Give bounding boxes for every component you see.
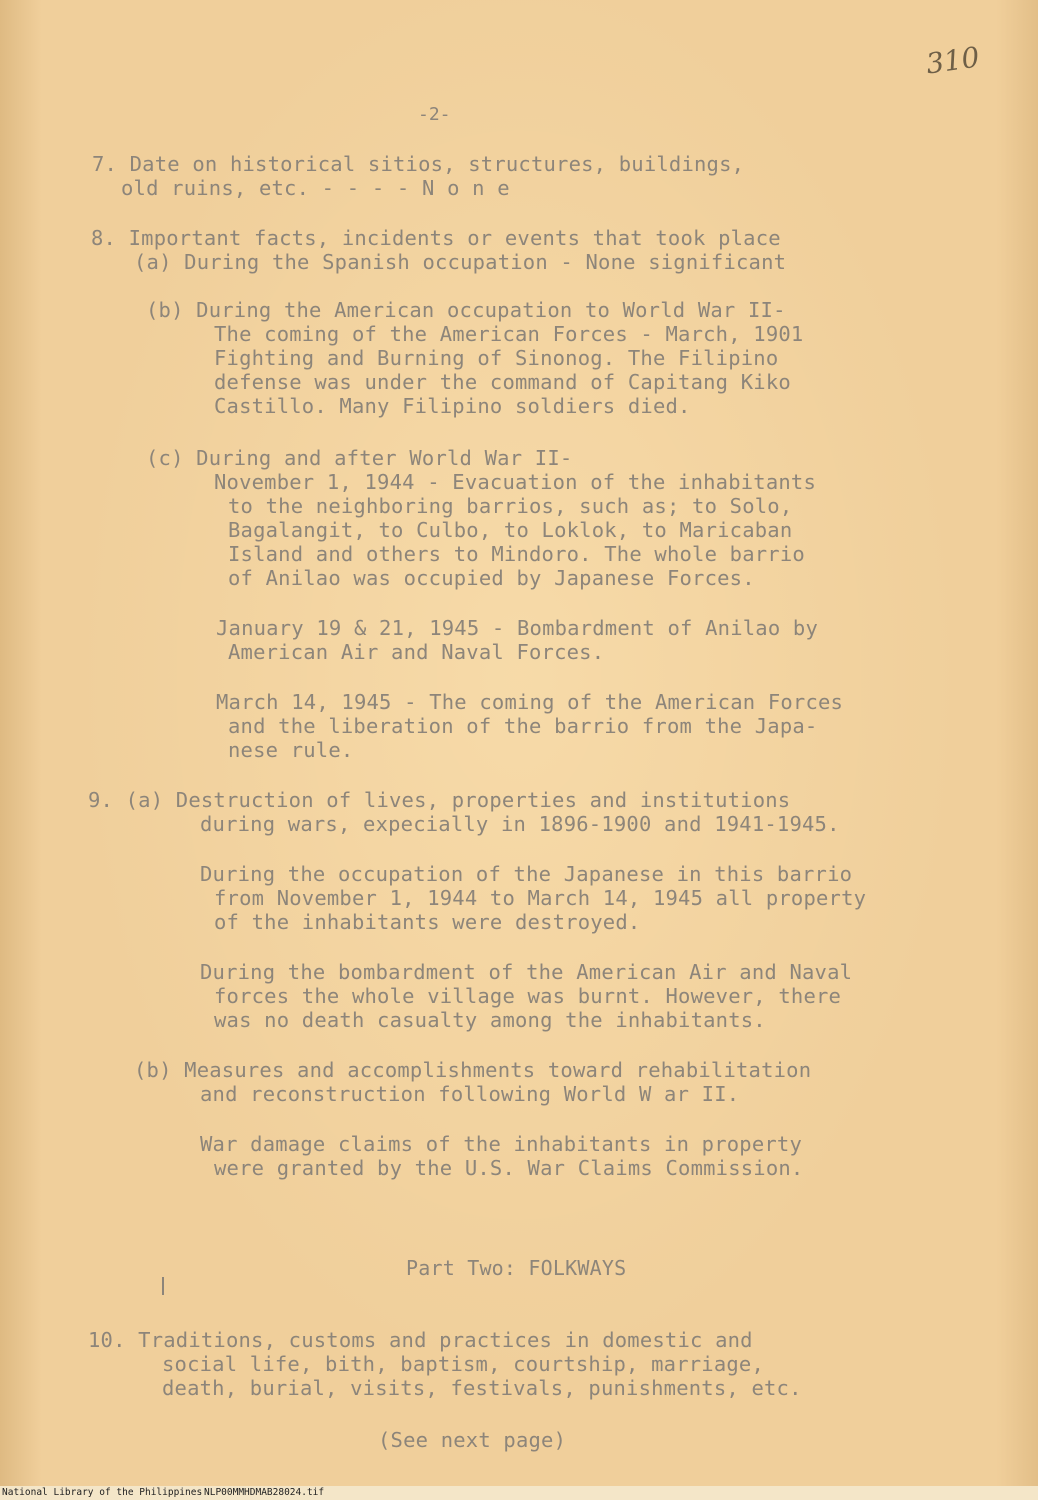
item8c-line: of Anilao was occupied by Japanese Forces. (228, 566, 755, 590)
item10-line: social life, bith, baptism, courtship, marriage, (162, 1352, 765, 1376)
item8-line: (a) During the Spanish occupation - None significant (134, 250, 787, 274)
item8c-line: (c) During and after World War II- (146, 446, 573, 470)
part-two-heading: Part Two: FOLKWAYS (406, 1256, 627, 1280)
item9a-paragraph-line: was no death casualty among the inhabitants. (214, 1008, 766, 1032)
margin-mark (162, 1277, 164, 1295)
item9a-line: 9. (a) Destruction of lives, properties and institutions (88, 788, 791, 812)
item9a-paragraph-line: forces the whole village was burnt. However, there (214, 984, 842, 1008)
item8c-line: to the neighboring barrios, such as; to Solo, (228, 494, 793, 518)
item8c-line: Bagalangit, to Culbo, to Loklok, to Maricaban (228, 518, 793, 542)
item7-line: old ruins, etc. - - - - N o n e (121, 176, 510, 200)
item8c-mar-line: nese rule. (228, 738, 354, 762)
item8c-jan-line: American Air and Naval Forces. (228, 640, 605, 664)
item9a-paragraph-line: During the bombardment of the American Air and Naval (200, 960, 853, 984)
item8b-line: Castillo. Many Filipino soldiers died. (214, 394, 691, 418)
item10-line: death, burial, visits, festivals, punishments, etc. (162, 1376, 802, 1400)
item8c-line: November 1, 1944 - Evacuation of the inhabitants (214, 470, 817, 494)
item9a-paragraph-line: of the inhabitants were destroyed. (214, 910, 641, 934)
item8c-mar-line: and the liberation of the barrio from the Japa- (228, 714, 818, 738)
item8b-line: The coming of the American Forces - March, 1901 (214, 322, 804, 346)
item9a-paragraph-line: During the occupation of the Japanese in this barrio (200, 862, 853, 886)
see-next-page-note: (See next page) (378, 1428, 567, 1452)
item9a-line: during wars, expecially in 1896-1900 and 1941-1945. (200, 812, 840, 836)
item9b-paragraph-line: were granted by the U.S. War Claims Commission. (214, 1156, 804, 1180)
footer-library-name: National Library of the Philippines (2, 1487, 203, 1498)
item9b-line: and reconstruction following World W ar II. (200, 1082, 740, 1106)
item9b-paragraph-line: War damage claims of the inhabitants in property (200, 1132, 803, 1156)
item8c-mar-line: March 14, 1945 - The coming of the American Forces (216, 690, 844, 714)
item8c-line: Island and others to Mindoro. The whole barrio (228, 542, 805, 566)
item9b-line: (b) Measures and accomplishments toward rehabilitation (134, 1058, 812, 1082)
item8-line: 8. Important facts, incidents or events that took place (91, 226, 781, 250)
item8b-line: defense was under the command of Capitang Kiko (214, 370, 791, 394)
item9a-paragraph-line: from November 1, 1944 to March 14, 1945 all property (214, 886, 867, 910)
footer-filename: NLP00MMHDMAB28024.tif (204, 1487, 325, 1498)
handwritten-page-annotation: 310 (923, 40, 982, 81)
item7-line: 7. Date on historical sitios, structures, buildings, (92, 152, 745, 176)
page-number: -2- (418, 104, 451, 125)
item8b-line: Fighting and Burning of Sinonog. The Filipino (214, 346, 779, 370)
item8b-line: (b) During the American occupation to World War II- (146, 298, 786, 322)
item8c-jan-line: January 19 & 21, 1945 - Bombardment of Anilao by (216, 616, 819, 640)
scan-footer (0, 1486, 1038, 1500)
item10-line: 10. Traditions, customs and practices in domestic and (88, 1328, 753, 1352)
